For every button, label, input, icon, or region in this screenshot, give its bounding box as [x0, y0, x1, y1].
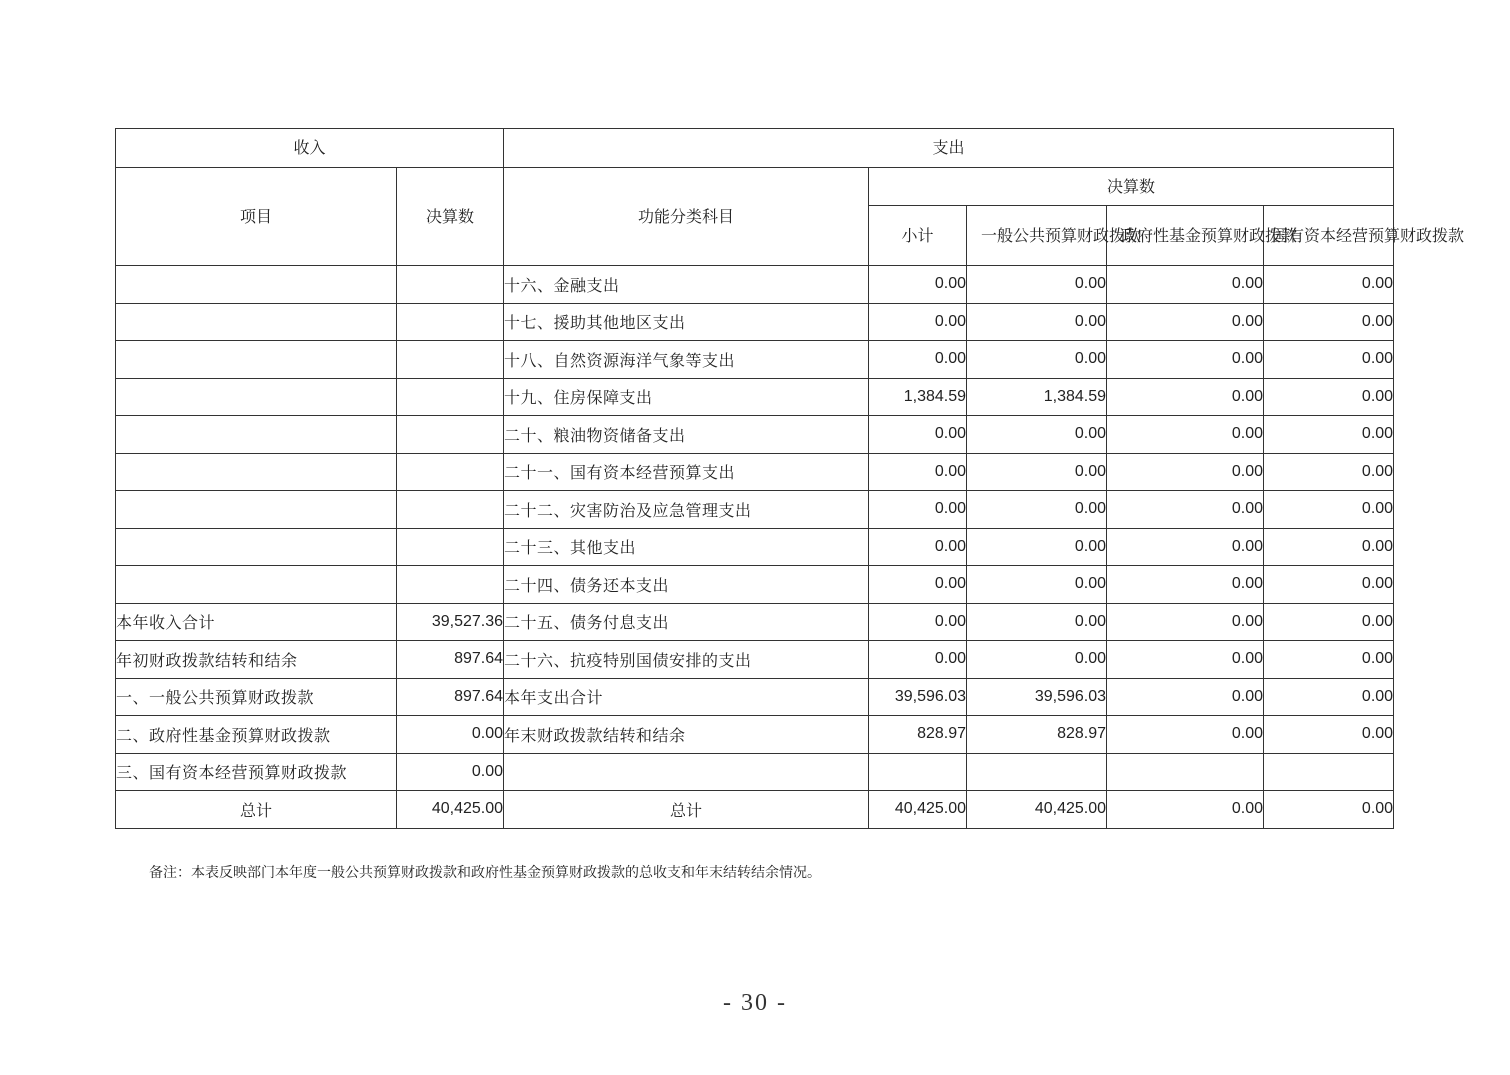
income-amount-cell [397, 416, 504, 454]
general-budget-cell: 0.00 [967, 416, 1107, 454]
state-capital-cell: 0.00 [1264, 266, 1394, 304]
table-row [116, 716, 1394, 754]
general-budget-cell: 0.00 [967, 266, 1107, 304]
income-item-cell: 年初财政拨款结转和结余 [116, 641, 397, 679]
table-row [116, 266, 1394, 304]
general-budget-cell: 0.00 [967, 566, 1107, 604]
income-item-cell [116, 416, 397, 454]
income-item-cell [116, 303, 397, 341]
gov-fund-cell: 0.00 [1107, 266, 1264, 304]
gov-fund-cell: 0.00 [1107, 416, 1264, 454]
income-item-cell [116, 378, 397, 416]
header-gov-fund-budget: 政府性基金预算财政拨款 [1107, 206, 1264, 266]
general-budget-cell: 39,596.03 [967, 678, 1107, 716]
header-function-category: 功能分类科目 [504, 168, 869, 266]
subtotal-cell: 0.00 [869, 453, 967, 491]
income-item-cell [116, 453, 397, 491]
income-amount-cell [397, 378, 504, 416]
income-item-cell: 二、政府性基金预算财政拨款 [116, 716, 397, 754]
gov-fund-cell: 0.00 [1107, 491, 1264, 529]
general-budget-cell: 0.00 [967, 603, 1107, 641]
total-row [116, 791, 1394, 829]
page-number: - 30 - [723, 990, 787, 1016]
header-state-capital-budget: 国有资本经营预算财政拨款 [1264, 206, 1394, 266]
budget-table [115, 128, 1465, 829]
state-capital-cell: 0.00 [1264, 528, 1394, 566]
total-income-label: 总计 [116, 791, 397, 829]
expenditure-item-cell: 十九、住房保障支出 [504, 378, 869, 416]
expenditure-item-cell: 十六、金融支出 [504, 266, 869, 304]
total-fund: 0.00 [1107, 791, 1264, 829]
general-budget-cell: 0.00 [967, 303, 1107, 341]
income-item-cell: 一、一般公共预算财政拨款 [116, 678, 397, 716]
expenditure-item-cell: 年末财政拨款结转和结余 [504, 716, 869, 754]
table-row [116, 678, 1394, 716]
expenditure-item-cell [504, 753, 869, 791]
income-amount-cell: 0.00 [397, 716, 504, 754]
income-item-cell [116, 491, 397, 529]
gov-fund-cell: 0.00 [1107, 378, 1264, 416]
subtotal-cell: 0.00 [869, 416, 967, 454]
income-item-cell [116, 566, 397, 604]
income-amount-cell: 0.00 [397, 753, 504, 791]
subtotal-cell [869, 753, 967, 791]
general-budget-cell: 0.00 [967, 341, 1107, 379]
table-row [116, 641, 1394, 679]
table-row [116, 378, 1394, 416]
expenditure-item-cell: 本年支出合计 [504, 678, 869, 716]
table-row [116, 341, 1394, 379]
general-budget-cell: 0.00 [967, 453, 1107, 491]
gov-fund-cell: 0.00 [1107, 603, 1264, 641]
gov-fund-cell: 0.00 [1107, 566, 1264, 604]
table-row [116, 303, 1394, 341]
table-row [116, 453, 1394, 491]
income-amount-cell: 897.64 [397, 678, 504, 716]
table-row [116, 416, 1394, 454]
income-amount-cell [397, 566, 504, 604]
general-budget-cell: 828.97 [967, 716, 1107, 754]
subtotal-cell: 39,596.03 [869, 678, 967, 716]
subtotal-cell: 0.00 [869, 528, 967, 566]
state-capital-cell: 0.00 [1264, 566, 1394, 604]
expenditure-item-cell: 二十四、债务还本支出 [504, 566, 869, 604]
income-amount-cell [397, 528, 504, 566]
gov-fund-cell: 0.00 [1107, 341, 1264, 379]
total-income-amount: 40,425.00 [397, 791, 504, 829]
income-amount-cell [397, 266, 504, 304]
income-amount-cell [397, 303, 504, 341]
state-capital-cell: 0.00 [1264, 678, 1394, 716]
subtotal-cell: 0.00 [869, 603, 967, 641]
gov-fund-cell: 0.00 [1107, 303, 1264, 341]
subtotal-cell: 1,384.59 [869, 378, 967, 416]
total-subtotal: 40,425.00 [869, 791, 967, 829]
total-exp-label: 总计 [504, 791, 869, 829]
expenditure-item-cell: 十八、自然资源海洋气象等支出 [504, 341, 869, 379]
state-capital-cell: 0.00 [1264, 641, 1394, 679]
income-amount-cell [397, 453, 504, 491]
subtotal-cell: 828.97 [869, 716, 967, 754]
expenditure-item-cell: 二十五、债务付息支出 [504, 603, 869, 641]
income-item-cell: 本年收入合计 [116, 603, 397, 641]
income-item-cell: 三、国有资本经营预算财政拨款 [116, 753, 397, 791]
state-capital-cell: 0.00 [1264, 491, 1394, 529]
income-amount-cell [397, 341, 504, 379]
general-budget-cell: 1,384.59 [967, 378, 1107, 416]
income-amount-cell: 897.64 [397, 641, 504, 679]
income-amount-cell: 39,527.36 [397, 603, 504, 641]
general-budget-cell: 0.00 [967, 528, 1107, 566]
gov-fund-cell: 0.00 [1107, 453, 1264, 491]
state-capital-cell: 0.00 [1264, 716, 1394, 754]
header-income: 收入 [116, 129, 504, 168]
subtotal-cell: 0.00 [869, 491, 967, 529]
state-capital-cell: 0.00 [1264, 603, 1394, 641]
gov-fund-cell [1107, 753, 1264, 791]
header-final-amount-group: 决算数 [869, 168, 1394, 206]
gov-fund-cell: 0.00 [1107, 716, 1264, 754]
expenditure-item-cell: 二十二、灾害防治及应急管理支出 [504, 491, 869, 529]
state-capital-cell [1264, 753, 1394, 791]
income-amount-cell [397, 491, 504, 529]
table-row [116, 566, 1394, 604]
gov-fund-cell: 0.00 [1107, 528, 1264, 566]
general-budget-cell [967, 753, 1107, 791]
state-capital-cell: 0.00 [1264, 453, 1394, 491]
expenditure-item-cell: 二十三、其他支出 [504, 528, 869, 566]
subtotal-cell: 0.00 [869, 641, 967, 679]
expenditure-item-cell: 二十六、抗疫特别国债安排的支出 [504, 641, 869, 679]
expenditure-item-cell: 十七、援助其他地区支出 [504, 303, 869, 341]
table-row [116, 528, 1394, 566]
table-row [116, 603, 1394, 641]
header-item: 项目 [116, 168, 397, 266]
table-row [116, 491, 1394, 529]
general-budget-cell: 0.00 [967, 491, 1107, 529]
header-row-2 [116, 168, 1394, 206]
income-item-cell [116, 341, 397, 379]
header-expenditure: 支出 [504, 129, 1394, 168]
subtotal-cell: 0.00 [869, 341, 967, 379]
header-row-1 [116, 129, 1394, 168]
subtotal-cell: 0.00 [869, 266, 967, 304]
state-capital-cell: 0.00 [1264, 378, 1394, 416]
header-subtotal: 小计 [869, 206, 967, 266]
table-row [116, 753, 1394, 791]
expenditure-item-cell: 二十一、国有资本经营预算支出 [504, 453, 869, 491]
state-capital-cell: 0.00 [1264, 416, 1394, 454]
expenditure-item-cell: 二十、粮油物资储备支出 [504, 416, 869, 454]
subtotal-cell: 0.00 [869, 566, 967, 604]
gov-fund-cell: 0.00 [1107, 641, 1264, 679]
general-budget-cell: 0.00 [967, 641, 1107, 679]
income-item-cell [116, 528, 397, 566]
total-general: 40,425.00 [967, 791, 1107, 829]
header-final-amount: 决算数 [397, 168, 504, 266]
table-note: 备注：本表反映部门本年度一般公共预算财政拨款和政府性基金预算财政拨款的总收支和年末结转结余情况。 [149, 865, 821, 881]
total-capital: 0.00 [1264, 791, 1394, 829]
subtotal-cell: 0.00 [869, 303, 967, 341]
state-capital-cell: 0.00 [1264, 341, 1394, 379]
income-item-cell [116, 266, 397, 304]
state-capital-cell: 0.00 [1264, 303, 1394, 341]
gov-fund-cell: 0.00 [1107, 678, 1264, 716]
header-general-budget: 一般公共预算财政拨款 [967, 206, 1107, 266]
